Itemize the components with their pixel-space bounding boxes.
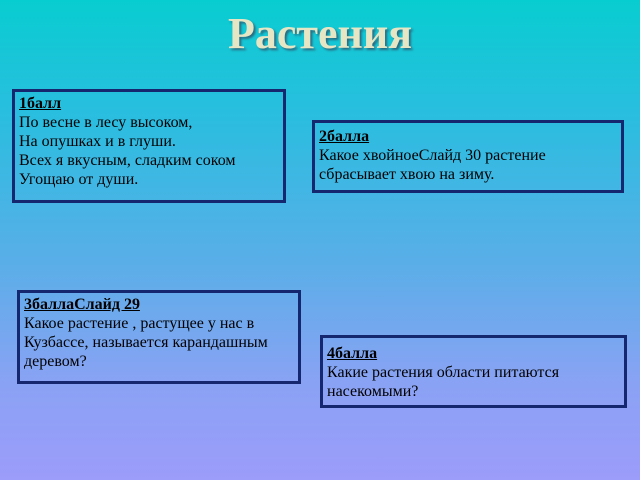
question-box-1	[12, 89, 286, 203]
question-box-3	[17, 290, 301, 384]
slide-title	[0, 8, 640, 59]
question-line: Какие растения области питаются	[327, 364, 560, 381]
question-line: По весне в лесу высоком,	[19, 114, 193, 131]
question-line: Какое растение , растущее у нас в	[24, 315, 255, 332]
question-line: Кузбассе, называется карандашным	[24, 334, 268, 351]
question-box-4	[320, 335, 627, 408]
question-line: насекомыми?	[327, 383, 419, 400]
question-points: 3баллаСлайд 29	[24, 296, 140, 313]
question-points: 1балл	[19, 95, 62, 112]
question-points: 2балла	[319, 128, 370, 145]
question-line: Угощаю от души.	[19, 171, 139, 188]
question-line: деревом?	[24, 353, 87, 370]
question-line: сбрасывает хвою на зиму.	[319, 166, 495, 183]
slide-title-text: Растения	[227, 9, 413, 58]
question-box-2	[312, 120, 624, 193]
question-points: 4балла	[327, 345, 378, 362]
question-line: Какое хвойноеСлайд 30 растение	[319, 147, 546, 164]
question-line: Всех я вкусным, сладким соком	[19, 152, 236, 169]
question-line: На опушках и в глуши.	[19, 133, 176, 150]
